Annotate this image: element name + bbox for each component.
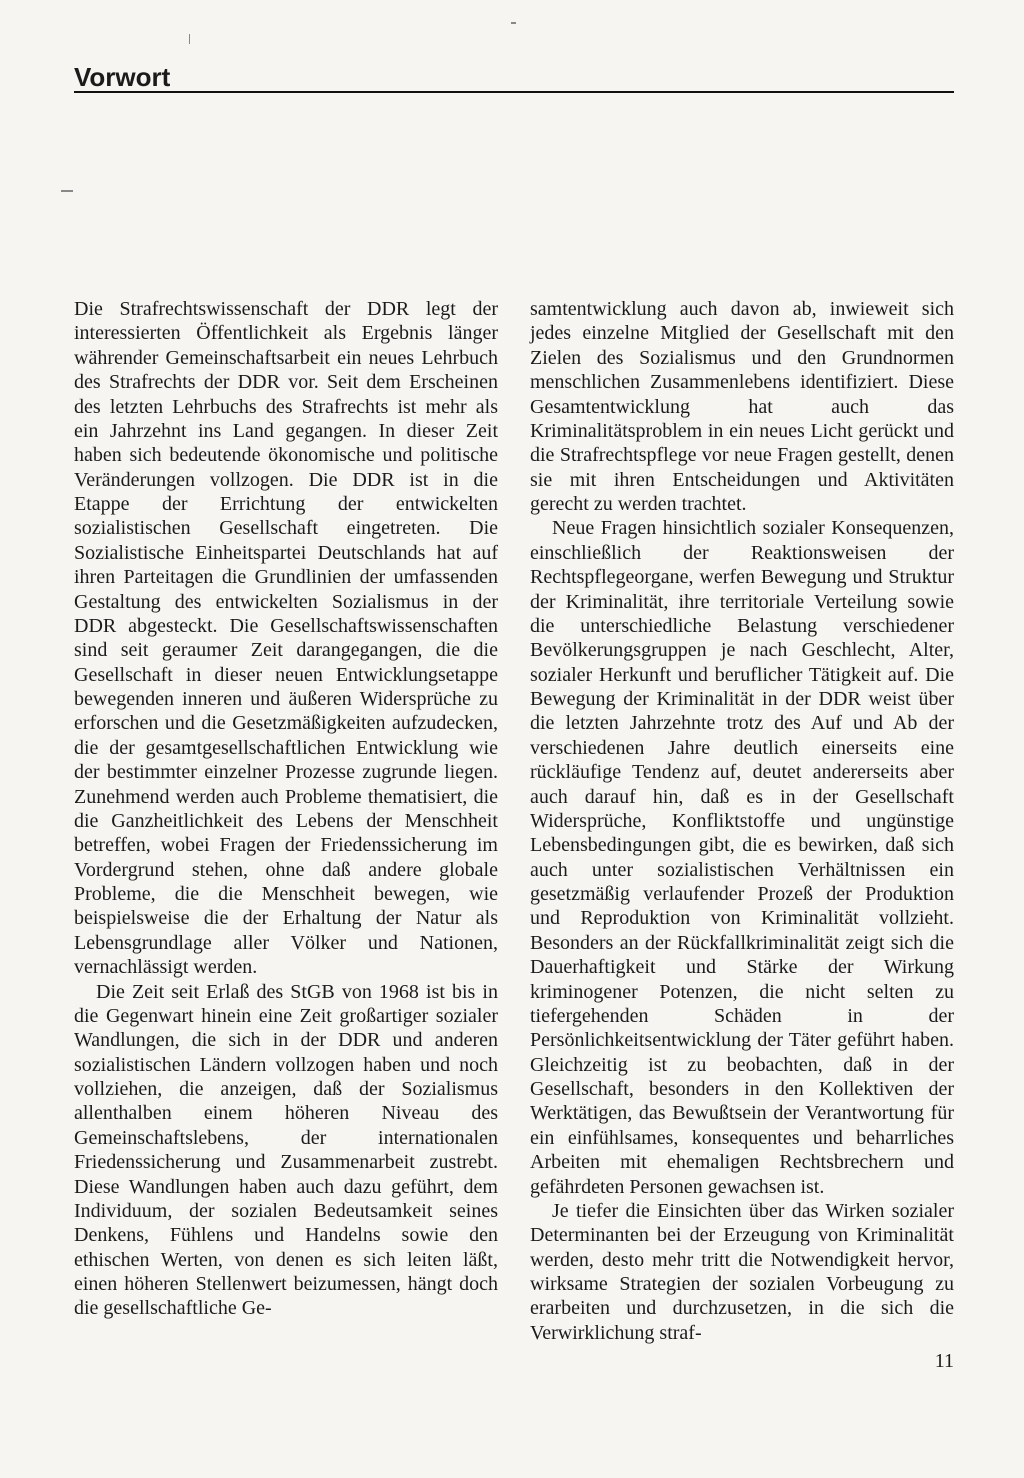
paragraph: Die Zeit seit Erlaß des StGB von 1968 ist bis in die Gegenwart hinein eine Zeit großartiger sozialer Wandlungen, die sich in der DDR und anderen sozialistischen Ländern vollzogen haben und noch vollziehen, die anzeigen, daß der Sozialismus allenthalben einem höheren Niveau des Gemeinschaftslebens, der internationalen Friedenssicherung und Zusammenarbeit zustrebt. Diese Wandlungen haben auch dazu geführt, dem Individuum, der sozialen Bedeutsamkeit seines Denkens, Fühlens und Handelns sowie den ethischen Werten, von denen es sich leiten läßt, einen höheren Stellenwert beizumessen, hängt doch die gesellschaftliche Ge- (74, 980, 498, 1320)
heading-rule (74, 91, 954, 93)
page-number: 11 (934, 1350, 954, 1372)
paragraph: samtentwicklung auch davon ab, inwieweit sich jedes einzelne Mitglied der Gesellschaft mit den Zielen des Sozialismus und den Grundnormen menschlichen Zusammenlebens identifiziert. Diese Gesamtentwicklung hat auch das Kriminalitätsproblem in ein neues Licht gerückt und die Strafrechtspflege vor neue Fragen gestellt, denen sie mit ihren Entscheidungen und Aktivitäten gerecht zu werden trachtet. (530, 298, 954, 515)
paragraph: Neue Fragen hinsichtlich sozialer Konsequenzen, einschließlich der Reaktionsweisen der Rechtspflegeorgane, werfen Bewegung und Struktur der Kriminalität, ihre territoriale Verteilung sowie die unterschiedliche Belastung verschiedener Bevölkerungsgruppen je nach Geschlecht, Alter, sozialer Herkunft und beruflicher Tätigkeit auf. Die Bewegung der Kriminalität in der DDR weist über die letzten Jahrzehnte trotz des Auf und Ab der verschiedenen Jahre deutlich einerseits eine rückläufige Tendenz auf, deutet andererseits aber auch darauf hin, daß es in der Gesellschaft Widersprüche, Konfliktstoffe und ungünstige Lebensbedingungen gibt, die es bewirken, daß sich auch unter sozialistischen Verhältnissen ein gesetzmäßig verlaufender Prozeß der Produktion und Reproduktion von Kriminalität vollzieht. Besonders an der Rückfallkriminalität zeigt sich die Dauerhaftigkeit und Stärke der Wirkung kriminogener Potenzen, die nicht selten zu tiefergehenden Schäden in der Persönlichkeitsentwicklung der Täter geführt haben. Gleichzeitig ist zu beobachten, daß in der Gesellschaft, besonders in den Kollektiven der Werktätigen, das Bewußtsein der Verantwortung für ein einfühlsames, konsequentes und beharrliches Arbeiten mit ehemaligen Rechtsbrechern und gefährdeten Personen gewachsen ist. (530, 517, 954, 1198)
page-heading: Vorwort (74, 62, 171, 92)
scan-speck (511, 22, 516, 24)
paragraph: Die Strafrechtswissenschaft der DDR legt der interessierten Öffentlichkeit als Ergebnis länger währender Gemeinschaftsarbeit ein neues Lehrbuch des Strafrechts der DDR vor. Seit dem Erscheinen des letzten Lehrbuchs des Strafrechts ist mehr als ein Jahrzehnt ins Land gegangen. In dieser Zeit haben sich bedeutende ökonomische und politische Veränderungen vollzogen. Die DDR ist in die Etappe der Errichtung der entwickelten sozialistischen Gesellschaft eingetreten. Die Sozialistische Einheitspartei Deutschlands hat auf ihren Parteitagen die Grundlinien der umfassenden Gestaltung des entwickelten Sozialismus in der DDR abgesteckt. Die Gesellschaftswissenschaften sind seit geraumer Zeit darangegangen, die die Gesellschaft in dieser neuen Entwicklungsetappe bewegenden inneren und äußeren Widersprüche zu erforschen und die Gesetzmäßigkeiten aufzudecken, die der gesamtgesellschaftlichen Entwicklung wie der bestimmter einzelner Prozesse zugrunde liegen. Zunehmend werden auch Probleme thematisiert, die die Ganzheitlichkeit des Lebens der Menschheit betreffen, wobei Fragen der Friedenssicherung im Vordergrund stehen, ohne daß andere globale Probleme, die die Menschheit bewegen, wie beispielsweise die der Erhaltung der Natur als Lebensgrundlage aller Völker und Nationen, vernachlässigt werden. (74, 298, 498, 979)
left-column (74, 297, 498, 1321)
scan-speck (61, 190, 73, 192)
paragraph: Je tiefer die Einsichten über das Wirken sozialer Determinanten bei der Erzeugung von Kriminalität werden, desto mehr tritt die Notwendigkeit hervor, wirksame Strategien der sozialen Vorbeugung zu erarbeiten und durchzusetzen, in die sich die Verwirklichung straf- (530, 1199, 954, 1344)
right-column (530, 297, 954, 1345)
scan-speck (189, 34, 190, 44)
